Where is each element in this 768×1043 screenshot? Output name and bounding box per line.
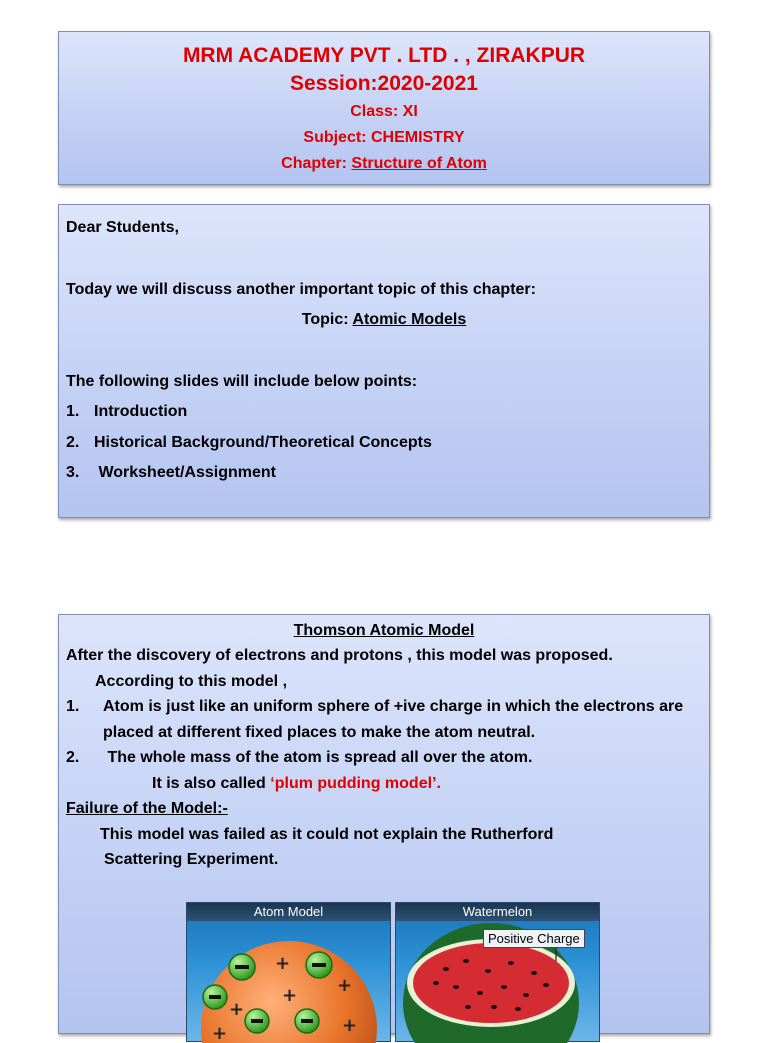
- chapter-label: Chapter:: [281, 155, 352, 172]
- list-item: 2. Historical Background/Theoretical Concepts: [66, 433, 432, 451]
- chapter-line: [59, 151, 709, 177]
- subject-line: Subject: CHEMISTRY: [303, 129, 465, 146]
- topic-value: Atomic Models: [352, 311, 467, 328]
- greeting: Dear Students,: [66, 219, 179, 236]
- class-line: Class: XI: [350, 103, 418, 120]
- chapter-value: Structure of Atom: [351, 155, 487, 172]
- failure-text-1: This model was failed as it could not explain the Rutherford: [100, 825, 554, 843]
- svg-text:+: +: [342, 1015, 358, 1036]
- list-item: 1. Introduction: [66, 403, 188, 420]
- also-called-line: It is also called ‘plum pudding model’.: [152, 774, 441, 792]
- points-intro: The following slides will include below points:: [66, 372, 418, 390]
- electron-icon: [245, 1009, 269, 1033]
- thomson-title: Thomson Atomic Model: [293, 622, 475, 639]
- academy-name: MRM ACADEMY PVT . LTD . , ZIRAKPUR: [182, 44, 586, 67]
- list-item: 3. Worksheet/Assignment: [66, 464, 276, 481]
- svg-text:+: +: [282, 985, 298, 1006]
- electron-icon: [306, 952, 332, 978]
- failure-title: Failure of the Model:-: [66, 800, 228, 817]
- atom-model-illustration: [187, 921, 392, 1043]
- atom-model-panel: [186, 902, 391, 1042]
- header-slide: [58, 31, 710, 185]
- thomson-point1: 1. Atom is just like an uniform sphere of +ive charge in which the electrons are placed at different fixed places to make the atom neutral.: [66, 698, 684, 741]
- electron-icon: [203, 985, 227, 1009]
- electron-icon: [295, 1009, 319, 1033]
- atom-model-title: Atom Model: [187, 903, 390, 921]
- svg-text:+: +: [212, 1023, 228, 1043]
- watermelon-title: Watermelon: [396, 903, 599, 921]
- positive-charge-label: Positive Charge: [483, 929, 585, 948]
- thomson-line1: After the discovery of electrons and protons , this model was proposed.: [66, 647, 613, 664]
- thomson-point2: 2. The whole mass of the atom is spread all over the atom.: [66, 749, 533, 766]
- points-list: [66, 397, 702, 489]
- thomson-line2: According to this model ,: [95, 672, 288, 690]
- svg-text:+: +: [337, 975, 353, 996]
- watermelon-panel: [395, 902, 600, 1042]
- failure-text-2: Scattering Experiment.: [104, 851, 279, 868]
- plum-pudding-term: ‘plum pudding model’.: [270, 774, 441, 792]
- session-title: Session:2020-2021: [290, 72, 478, 95]
- svg-text:+: +: [229, 999, 245, 1020]
- electron-icon: [229, 954, 255, 980]
- topic-label: Topic:: [301, 311, 353, 328]
- svg-text:+: +: [275, 953, 291, 974]
- intro-slide: [58, 204, 710, 518]
- thomson-figure: [186, 902, 600, 1042]
- intro-lead: Today we will discuss another important topic of this chapter:: [66, 280, 536, 298]
- thomson-slide: [58, 614, 710, 1043]
- topic-line: [66, 305, 702, 336]
